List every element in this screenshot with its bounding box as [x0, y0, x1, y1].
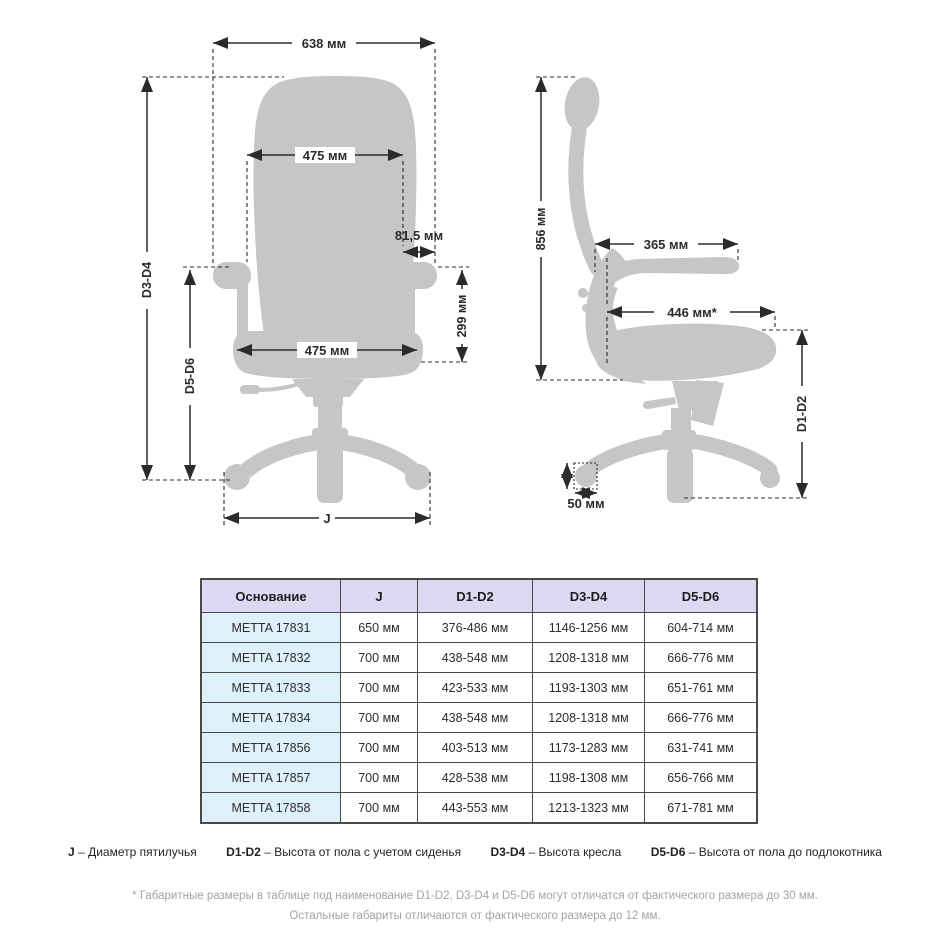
legend-text: – Высота от пола с учетом сиденья: [264, 845, 462, 859]
col-header-d3-d4: D3-D4: [533, 579, 645, 613]
legend-key: D5-D6: [650, 845, 686, 859]
dim-label-armrest-over-seat: 299 мм: [455, 294, 469, 338]
table-row: [201, 673, 757, 703]
model-cell: METTA 17834: [201, 703, 341, 733]
model-cell: METTA 17831: [201, 613, 341, 643]
table-row: [201, 733, 757, 763]
value-cell: 650 мм: [341, 613, 418, 643]
value-cell: 1198-1308 мм: [533, 763, 645, 793]
value-cell: 651-761 мм: [645, 673, 758, 703]
table-row: [201, 613, 757, 643]
col-header-j: J: [341, 579, 418, 613]
chair-front-silhouette: [213, 76, 437, 503]
legend: [0, 845, 950, 859]
dim-label-seat-width: 475 мм: [304, 343, 350, 358]
legend-text: – Высота от пола до подлокотника: [688, 845, 882, 859]
model-cell: METTA 17858: [201, 793, 341, 824]
table-row: [201, 703, 757, 733]
value-cell: 700 мм: [341, 673, 418, 703]
value-cell: 700 мм: [341, 643, 418, 673]
footnote: [0, 886, 950, 926]
value-cell: 666-776 мм: [645, 643, 758, 673]
value-cell: 700 мм: [341, 733, 418, 763]
dim-label-overall-width: 638 мм: [301, 36, 347, 51]
dim-label-d5-d6: D5-D6: [183, 357, 197, 395]
value-cell: 671-781 мм: [645, 793, 758, 824]
dim-label-armrest-offset: 81,5 мм: [394, 228, 444, 243]
dim-label-seat-depth: 446 мм*: [667, 305, 717, 320]
value-cell: 443-553 мм: [418, 793, 533, 824]
table-row: [201, 643, 757, 673]
value-cell: 700 мм: [341, 703, 418, 733]
value-cell: 1213-1323 мм: [533, 793, 645, 824]
legend-key: J: [68, 845, 75, 859]
value-cell: 1173-1283 мм: [533, 733, 645, 763]
table-row: [201, 793, 757, 824]
footnote-line-2: Остальные габариты отличаются от фактического размера до 12 мм.: [289, 910, 661, 922]
table-header-row: [201, 579, 757, 613]
value-cell: 376-486 мм: [418, 613, 533, 643]
legend-text: – Высота кресла: [528, 845, 622, 859]
dim-label-caster-size: 50 мм: [567, 496, 605, 511]
value-cell: 700 мм: [341, 793, 418, 824]
dim-label-backrest-width: 475 мм: [302, 148, 348, 163]
legend-key: D1-D2: [226, 845, 261, 859]
value-cell: 1146-1256 мм: [533, 613, 645, 643]
col-header-d1-d2: D1-D2: [418, 579, 533, 613]
legend-key: D3-D4: [490, 845, 526, 859]
model-cell: METTA 17856: [201, 733, 341, 763]
table-row: [201, 763, 757, 793]
model-cell: METTA 17857: [201, 763, 341, 793]
chair-side-silhouette: [561, 74, 780, 503]
legend-item-d1-d2: [226, 845, 461, 859]
value-cell: 438-548 мм: [418, 703, 533, 733]
value-cell: 1193-1303 мм: [533, 673, 645, 703]
dim-label-total-height: 856 мм: [534, 207, 548, 251]
legend-item-d3-d4: [490, 845, 621, 859]
dim-label-armrest-length: 365 мм: [643, 237, 689, 252]
value-cell: 656-766 мм: [645, 763, 758, 793]
dim-label-base-diameter: J: [323, 511, 331, 526]
value-cell: 631-741 мм: [645, 733, 758, 763]
value-cell: 1208-1318 мм: [533, 643, 645, 673]
model-cell: METTA 17832: [201, 643, 341, 673]
value-cell: 700 мм: [341, 763, 418, 793]
dimensions-table: [200, 578, 758, 824]
value-cell: 604-714 мм: [645, 613, 758, 643]
value-cell: 438-548 мм: [418, 643, 533, 673]
model-cell: METTA 17833: [201, 673, 341, 703]
value-cell: 403-513 мм: [418, 733, 533, 763]
value-cell: 423-533 мм: [418, 673, 533, 703]
legend-text: – Диаметр пятилучья: [78, 845, 197, 859]
legend-item-d5-d6: [651, 845, 882, 859]
col-header-d5-d6: D5-D6: [645, 579, 758, 613]
value-cell: 1208-1318 мм: [533, 703, 645, 733]
dim-label-d1-d2: D1-D2: [795, 395, 809, 433]
footnote-line-1: * Габаритные размеры в таблице под наименование D1-D2, D3-D4 и D5-D6 могут отличатся от фактического размера до 30 мм.: [132, 890, 818, 902]
value-cell: 666-776 мм: [645, 703, 758, 733]
col-header-base: Основание: [201, 579, 341, 613]
legend-item-j: [68, 845, 197, 859]
dim-label-d3-d4: D3-D4: [140, 261, 154, 299]
value-cell: 428-538 мм: [418, 763, 533, 793]
